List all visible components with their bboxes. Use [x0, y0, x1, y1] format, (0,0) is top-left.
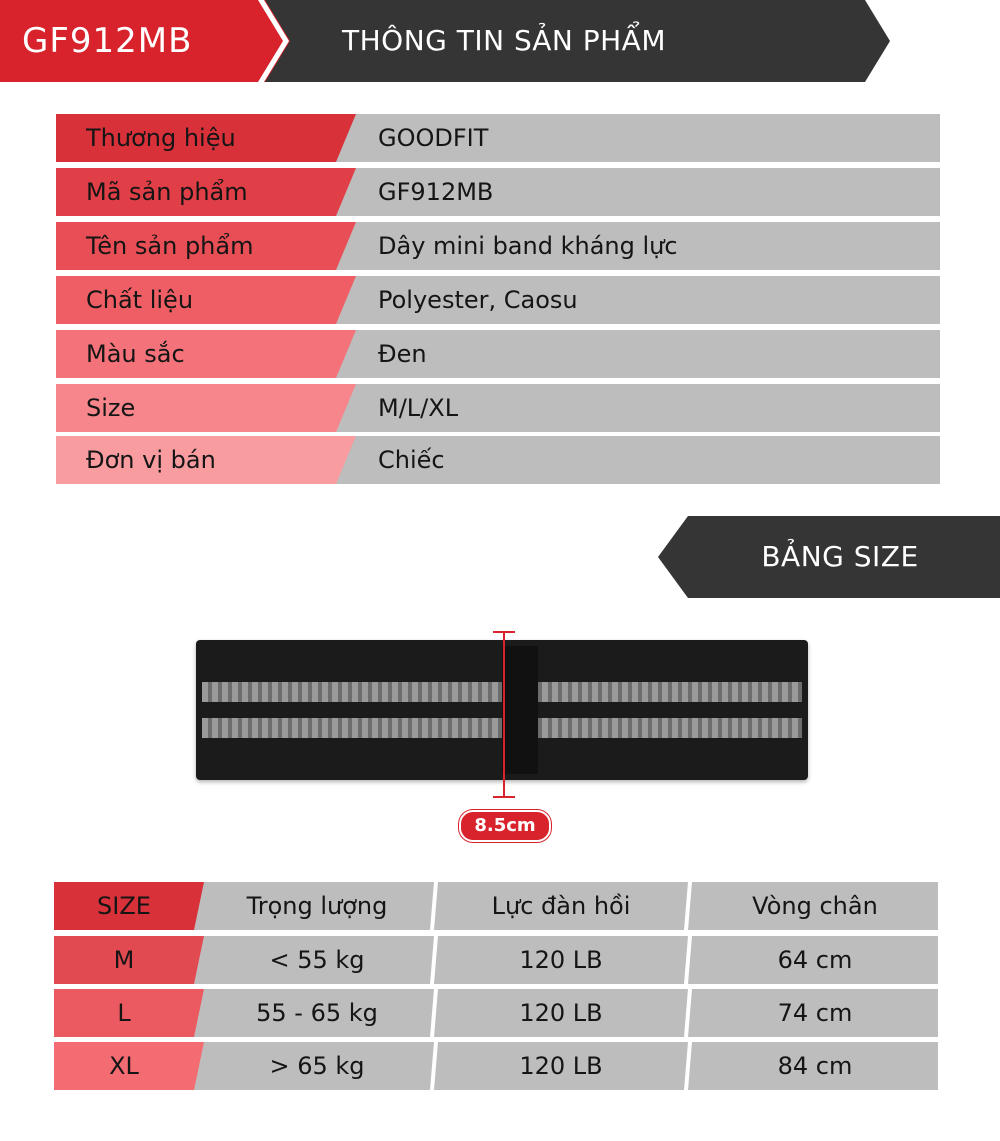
cell-weight: > 65 kg: [269, 1052, 365, 1080]
cell-size: L: [117, 999, 131, 1027]
cell-leg-circumference: 74 cm: [777, 999, 853, 1027]
spec-label: Chất liệu: [86, 286, 194, 314]
header-size: SIZE: [97, 892, 151, 920]
spec-row-color: [56, 330, 940, 378]
spec-label: Mã sản phẩm: [86, 178, 248, 206]
table-row: [54, 989, 938, 1037]
spec-label: Tên sản phẩm: [86, 232, 254, 260]
header-elasticity: Lực đàn hồi: [491, 892, 631, 920]
cell-size: M: [113, 946, 135, 974]
spec-value: M/L/XL: [378, 394, 459, 422]
header-leg-circumference: Vòng chân: [752, 892, 878, 920]
cell-leg-circumference: 84 cm: [777, 1052, 853, 1080]
spec-row-size: [56, 384, 940, 432]
header-weight: Trọng lượng: [246, 892, 388, 920]
cell-leg-circumference: 64 cm: [777, 946, 853, 974]
band-width-badge: 8.5cm: [459, 810, 551, 842]
mini-band-image: [196, 640, 808, 780]
cell-elasticity: 120 LB: [519, 1052, 603, 1080]
size-table-header: [54, 882, 938, 930]
spec-value: Polyester, Caosu: [378, 286, 578, 314]
product-code: GF912MB: [22, 21, 193, 61]
spec-row-material: [56, 276, 940, 324]
spec-label: Đơn vị bán: [86, 446, 216, 474]
measure-cap-bottom: [493, 796, 515, 798]
cell-size: XL: [109, 1052, 139, 1080]
spec-value: GF912MB: [378, 178, 494, 206]
spec-row-name: [56, 222, 940, 270]
spec-value: Dây mini band kháng lực: [378, 232, 678, 260]
spec-label: Màu sắc: [86, 340, 185, 368]
spec-row-code: [56, 168, 940, 216]
spec-value: Chiếc: [378, 446, 445, 474]
page-title: THÔNG TIN SẢN PHẨM: [342, 24, 666, 57]
spec-label: Size: [86, 394, 136, 422]
cell-weight: 55 - 65 kg: [256, 999, 378, 1027]
spec-label: Thương hiệu: [86, 124, 236, 152]
spec-row-brand: [56, 114, 940, 162]
size-chart-title: BẢNG SIZE: [761, 540, 919, 573]
width-measure-line: [503, 632, 505, 798]
cell-elasticity: 120 LB: [519, 999, 603, 1027]
cell-weight: < 55 kg: [269, 946, 365, 974]
spec-row-unit: [56, 436, 940, 484]
spec-value: GOODFIT: [378, 124, 489, 152]
table-row: [54, 1042, 938, 1090]
table-row: [54, 936, 938, 984]
cell-elasticity: 120 LB: [519, 946, 603, 974]
spec-value: Đen: [378, 340, 427, 368]
measure-cap-top: [493, 631, 515, 633]
